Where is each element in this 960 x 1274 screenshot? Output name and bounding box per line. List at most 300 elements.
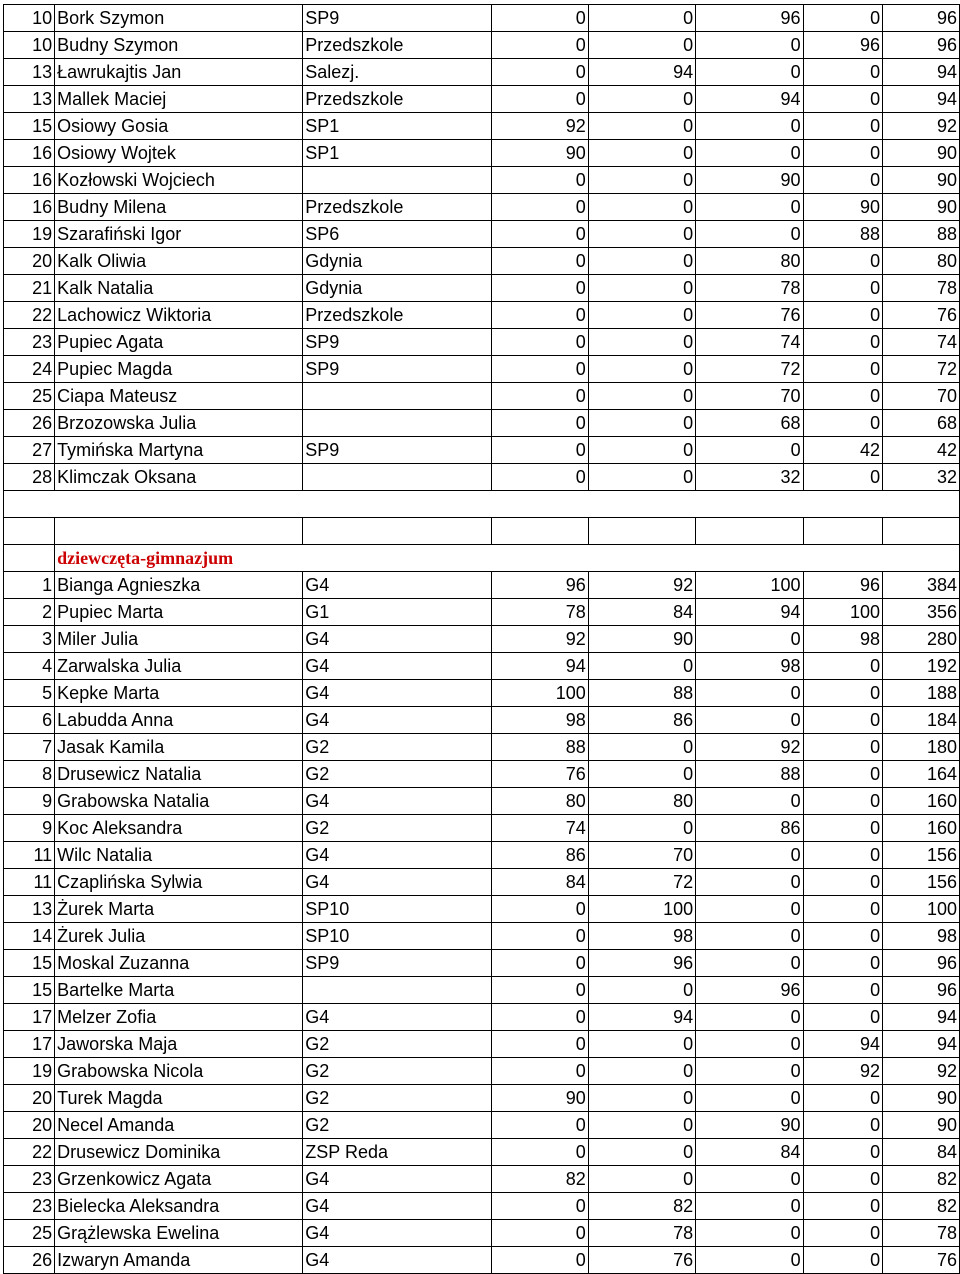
- round1-score-cell: 0: [491, 977, 588, 1004]
- table-row: [4, 707, 960, 734]
- round3-score-cell: 0: [696, 1004, 803, 1031]
- rank-cell: 22: [4, 302, 55, 329]
- round3-score-cell: 68: [696, 410, 803, 437]
- round3-score-cell: 0: [696, 194, 803, 221]
- name-cell: Koc Aleksandra: [55, 815, 303, 842]
- rank-cell: 22: [4, 1139, 55, 1166]
- school-cell: [303, 167, 492, 194]
- round4-score-cell: 90: [803, 194, 883, 221]
- table-row: [4, 680, 960, 707]
- rank-cell: 16: [4, 140, 55, 167]
- round1-score-cell: 0: [491, 194, 588, 221]
- rank-cell: 6: [4, 707, 55, 734]
- round4-score-cell: 0: [803, 167, 883, 194]
- rank-cell: 10: [4, 32, 55, 59]
- round3-score-cell: 74: [696, 329, 803, 356]
- round1-score-cell: 90: [491, 1085, 588, 1112]
- school-cell: G4: [303, 707, 492, 734]
- rank-cell: 11: [4, 869, 55, 896]
- round2-score-cell: 0: [588, 113, 695, 140]
- total-score-cell: 96: [883, 5, 960, 32]
- name-cell: Grabowska Nicola: [55, 1058, 303, 1085]
- table-row: [4, 437, 960, 464]
- round4-score-cell: 0: [803, 842, 883, 869]
- round4-score-cell: 0: [803, 1139, 883, 1166]
- total-score-cell: 74: [883, 329, 960, 356]
- name-cell: Żurek Julia: [55, 923, 303, 950]
- round2-score-cell: 94: [588, 59, 695, 86]
- table-row: [4, 788, 960, 815]
- round3-score-cell: 70: [696, 383, 803, 410]
- round3-score-cell: 94: [696, 599, 803, 626]
- total-score-cell: 280: [883, 626, 960, 653]
- rank-cell: 5: [4, 680, 55, 707]
- round4-score-cell: 0: [803, 1247, 883, 1274]
- spacer-section: [4, 491, 960, 572]
- round2-score-cell: 0: [588, 1058, 695, 1085]
- name-cell: Pupiec Marta: [55, 599, 303, 626]
- total-score-cell: 42: [883, 437, 960, 464]
- total-score-cell: 32: [883, 464, 960, 491]
- school-cell: SP9: [303, 5, 492, 32]
- total-score-cell: 70: [883, 383, 960, 410]
- school-cell: G4: [303, 1247, 492, 1274]
- round3-score-cell: 0: [696, 788, 803, 815]
- round2-score-cell: 0: [588, 815, 695, 842]
- table-row: [4, 761, 960, 788]
- rank-cell: 3: [4, 626, 55, 653]
- rank-cell: 10: [4, 5, 55, 32]
- school-cell: SP6: [303, 221, 492, 248]
- round4-score-cell: 0: [803, 707, 883, 734]
- round2-score-cell: 0: [588, 653, 695, 680]
- round2-score-cell: 0: [588, 356, 695, 383]
- table-row: [4, 626, 960, 653]
- round4-score-cell: 96: [803, 32, 883, 59]
- round2-score-cell: 0: [588, 329, 695, 356]
- round4-score-cell: 0: [803, 869, 883, 896]
- round1-score-cell: 0: [491, 383, 588, 410]
- round2-score-cell: 0: [588, 32, 695, 59]
- round3-score-cell: 0: [696, 842, 803, 869]
- school-cell: Przedszkole: [303, 194, 492, 221]
- table-row: [4, 302, 960, 329]
- table-row: [4, 383, 960, 410]
- round2-score-cell: 0: [588, 275, 695, 302]
- round3-score-cell: 0: [696, 896, 803, 923]
- total-score-cell: 356: [883, 599, 960, 626]
- rank-cell: 13: [4, 896, 55, 923]
- school-cell: G4: [303, 1004, 492, 1031]
- round1-score-cell: 0: [491, 1031, 588, 1058]
- round2-score-cell: 98: [588, 923, 695, 950]
- rank-cell: 21: [4, 275, 55, 302]
- round3-score-cell: 0: [696, 1058, 803, 1085]
- round1-score-cell: 0: [491, 5, 588, 32]
- name-cell: Grabowska Natalia: [55, 788, 303, 815]
- round1-score-cell: 0: [491, 1193, 588, 1220]
- round3-score-cell: 92: [696, 734, 803, 761]
- table-row: [4, 1112, 960, 1139]
- round1-score-cell: 0: [491, 410, 588, 437]
- round2-score-cell: 0: [588, 977, 695, 1004]
- table-row: [4, 86, 960, 113]
- round1-score-cell: 0: [491, 1004, 588, 1031]
- round4-score-cell: 96: [803, 572, 883, 599]
- school-cell: Gdynia: [303, 275, 492, 302]
- rank-cell: 13: [4, 59, 55, 86]
- rank-cell: 9: [4, 815, 55, 842]
- round2-score-cell: 88: [588, 680, 695, 707]
- round1-score-cell: 86: [491, 842, 588, 869]
- rank-cell: 23: [4, 1166, 55, 1193]
- total-score-cell: 78: [883, 275, 960, 302]
- round3-score-cell: 0: [696, 113, 803, 140]
- school-cell: [303, 410, 492, 437]
- round2-score-cell: 86: [588, 707, 695, 734]
- total-score-cell: 92: [883, 113, 960, 140]
- round1-score-cell: 76: [491, 761, 588, 788]
- round1-score-cell: 0: [491, 302, 588, 329]
- name-cell: Zarwalska Julia: [55, 653, 303, 680]
- school-cell: G4: [303, 1220, 492, 1247]
- name-cell: Grążlewska Ewelina: [55, 1220, 303, 1247]
- rank-cell: 7: [4, 734, 55, 761]
- round1-score-cell: 80: [491, 788, 588, 815]
- school-cell: SP9: [303, 950, 492, 977]
- total-score-cell: 72: [883, 356, 960, 383]
- rank-cell: 9: [4, 788, 55, 815]
- round4-score-cell: 0: [803, 356, 883, 383]
- round3-score-cell: 0: [696, 437, 803, 464]
- name-cell: Drusewicz Natalia: [55, 761, 303, 788]
- school-cell: Przedszkole: [303, 32, 492, 59]
- round2-score-cell: 92: [588, 572, 695, 599]
- results-table: [3, 4, 960, 1274]
- round3-score-cell: 98: [696, 653, 803, 680]
- total-score-cell: 100: [883, 896, 960, 923]
- table-row: [4, 194, 960, 221]
- total-score-cell: 188: [883, 680, 960, 707]
- total-score-cell: 68: [883, 410, 960, 437]
- name-cell: Ciapa Mateusz: [55, 383, 303, 410]
- round3-score-cell: 0: [696, 1031, 803, 1058]
- name-cell: Brzozowska Julia: [55, 410, 303, 437]
- name-cell: Mallek Maciej: [55, 86, 303, 113]
- round4-score-cell: 100: [803, 599, 883, 626]
- school-cell: G4: [303, 653, 492, 680]
- table-row: [4, 950, 960, 977]
- table-row: [4, 1193, 960, 1220]
- round3-score-cell: 0: [696, 1085, 803, 1112]
- round3-score-cell: 0: [696, 923, 803, 950]
- table-row: [4, 140, 960, 167]
- round2-score-cell: 0: [588, 437, 695, 464]
- rank-cell: 19: [4, 1058, 55, 1085]
- name-cell: Ławrukajtis Jan: [55, 59, 303, 86]
- round2-score-cell: 0: [588, 1031, 695, 1058]
- round4-score-cell: 0: [803, 680, 883, 707]
- round4-score-cell: 0: [803, 896, 883, 923]
- total-score-cell: 164: [883, 761, 960, 788]
- school-cell: G4: [303, 1193, 492, 1220]
- name-cell: Budny Szymon: [55, 32, 303, 59]
- round1-score-cell: 78: [491, 599, 588, 626]
- round3-score-cell: 80: [696, 248, 803, 275]
- table-row: [4, 572, 960, 599]
- round2-score-cell: 72: [588, 869, 695, 896]
- round3-score-cell: 32: [696, 464, 803, 491]
- round3-score-cell: 0: [696, 140, 803, 167]
- round2-score-cell: 100: [588, 896, 695, 923]
- blank-row: [4, 491, 960, 518]
- total-score-cell: 76: [883, 302, 960, 329]
- school-cell: G4: [303, 1166, 492, 1193]
- total-score-cell: 90: [883, 1085, 960, 1112]
- round4-score-cell: 0: [803, 1166, 883, 1193]
- school-cell: G4: [303, 626, 492, 653]
- name-cell: Żurek Marta: [55, 896, 303, 923]
- round3-score-cell: 0: [696, 59, 803, 86]
- rank-cell: 25: [4, 1220, 55, 1247]
- round2-score-cell: 0: [588, 248, 695, 275]
- boys-section: [4, 5, 960, 491]
- table-row: [4, 599, 960, 626]
- round1-score-cell: 82: [491, 1166, 588, 1193]
- round1-score-cell: 100: [491, 680, 588, 707]
- round2-score-cell: 0: [588, 1085, 695, 1112]
- round2-score-cell: 76: [588, 1247, 695, 1274]
- rank-cell: 23: [4, 1193, 55, 1220]
- round4-score-cell: 0: [803, 383, 883, 410]
- name-cell: Szarafiński Igor: [55, 221, 303, 248]
- rank-cell: 8: [4, 761, 55, 788]
- table-row: [4, 1247, 960, 1274]
- school-cell: G4: [303, 680, 492, 707]
- section-header-row: [4, 545, 960, 572]
- name-cell: Moskal Zuzanna: [55, 950, 303, 977]
- rank-cell: 1: [4, 572, 55, 599]
- total-score-cell: 94: [883, 59, 960, 86]
- school-cell: G2: [303, 815, 492, 842]
- total-score-cell: 90: [883, 140, 960, 167]
- school-cell: SP9: [303, 437, 492, 464]
- school-cell: G2: [303, 1085, 492, 1112]
- round4-score-cell: 0: [803, 1220, 883, 1247]
- round1-score-cell: 0: [491, 221, 588, 248]
- table-row: [4, 1166, 960, 1193]
- round2-score-cell: 96: [588, 950, 695, 977]
- table-row: [4, 329, 960, 356]
- name-cell: Tymińska Martyna: [55, 437, 303, 464]
- round1-score-cell: 0: [491, 923, 588, 950]
- table-row: [4, 734, 960, 761]
- round2-score-cell: 0: [588, 221, 695, 248]
- table-row: [4, 221, 960, 248]
- name-cell: Pupiec Agata: [55, 329, 303, 356]
- round4-score-cell: 0: [803, 1193, 883, 1220]
- total-score-cell: 160: [883, 788, 960, 815]
- rank-cell: 16: [4, 167, 55, 194]
- round1-score-cell: 0: [491, 59, 588, 86]
- name-cell: Bielecka Aleksandra: [55, 1193, 303, 1220]
- round4-score-cell: 0: [803, 275, 883, 302]
- total-score-cell: 98: [883, 923, 960, 950]
- round1-score-cell: 92: [491, 113, 588, 140]
- name-cell: Drusewicz Dominika: [55, 1139, 303, 1166]
- table-row: [4, 1220, 960, 1247]
- round2-score-cell: 0: [588, 410, 695, 437]
- round4-score-cell: 0: [803, 410, 883, 437]
- round1-score-cell: 74: [491, 815, 588, 842]
- round4-score-cell: 0: [803, 1112, 883, 1139]
- round1-score-cell: 0: [491, 950, 588, 977]
- school-cell: SP10: [303, 923, 492, 950]
- name-cell: Czaplińska Sylwia: [55, 869, 303, 896]
- total-score-cell: 96: [883, 977, 960, 1004]
- table-row: [4, 842, 960, 869]
- round2-score-cell: 0: [588, 302, 695, 329]
- name-cell: Miler Julia: [55, 626, 303, 653]
- school-cell: G2: [303, 761, 492, 788]
- rank-cell: 17: [4, 1031, 55, 1058]
- total-score-cell: 78: [883, 1220, 960, 1247]
- table-row: [4, 1139, 960, 1166]
- name-cell: Kepke Marta: [55, 680, 303, 707]
- rank-cell: 2: [4, 599, 55, 626]
- rank-cell: 19: [4, 221, 55, 248]
- round1-score-cell: 0: [491, 32, 588, 59]
- school-cell: G4: [303, 788, 492, 815]
- round2-score-cell: 0: [588, 383, 695, 410]
- round2-score-cell: 0: [588, 1166, 695, 1193]
- name-cell: Turek Magda: [55, 1085, 303, 1112]
- round1-score-cell: 0: [491, 896, 588, 923]
- round3-score-cell: 0: [696, 707, 803, 734]
- round2-score-cell: 0: [588, 1139, 695, 1166]
- round2-score-cell: 90: [588, 626, 695, 653]
- round2-score-cell: 0: [588, 194, 695, 221]
- round4-score-cell: 0: [803, 977, 883, 1004]
- round1-score-cell: 84: [491, 869, 588, 896]
- round2-score-cell: 0: [588, 86, 695, 113]
- name-cell: Osiowy Wojtek: [55, 140, 303, 167]
- table-row: [4, 869, 960, 896]
- round3-score-cell: 0: [696, 950, 803, 977]
- round2-score-cell: 94: [588, 1004, 695, 1031]
- round3-score-cell: 0: [696, 1193, 803, 1220]
- round1-score-cell: 92: [491, 626, 588, 653]
- girls-section: [4, 572, 960, 1274]
- round1-score-cell: 98: [491, 707, 588, 734]
- total-score-cell: 384: [883, 572, 960, 599]
- round3-score-cell: 76: [696, 302, 803, 329]
- name-cell: Budny Milena: [55, 194, 303, 221]
- round4-score-cell: 0: [803, 140, 883, 167]
- round3-score-cell: 90: [696, 1112, 803, 1139]
- round3-score-cell: 0: [696, 626, 803, 653]
- table-row: [4, 356, 960, 383]
- name-cell: Lachowicz Wiktoria: [55, 302, 303, 329]
- table-row: [4, 167, 960, 194]
- school-cell: G2: [303, 1031, 492, 1058]
- round2-score-cell: 0: [588, 761, 695, 788]
- rank-cell: 15: [4, 113, 55, 140]
- name-cell: Grzenkowicz Agata: [55, 1166, 303, 1193]
- round3-score-cell: 96: [696, 977, 803, 1004]
- rank-cell: 11: [4, 842, 55, 869]
- total-score-cell: 94: [883, 1004, 960, 1031]
- round3-score-cell: 94: [696, 86, 803, 113]
- round1-score-cell: 0: [491, 1112, 588, 1139]
- school-cell: G4: [303, 572, 492, 599]
- round4-score-cell: 88: [803, 221, 883, 248]
- name-cell: Necel Amanda: [55, 1112, 303, 1139]
- round1-score-cell: 0: [491, 86, 588, 113]
- rank-cell: 16: [4, 194, 55, 221]
- round1-score-cell: 0: [491, 356, 588, 383]
- total-score-cell: 94: [883, 1031, 960, 1058]
- round3-score-cell: 0: [696, 32, 803, 59]
- total-score-cell: 192: [883, 653, 960, 680]
- round4-score-cell: 0: [803, 86, 883, 113]
- rank-cell: 13: [4, 86, 55, 113]
- total-score-cell: 156: [883, 842, 960, 869]
- school-cell: Salezj.: [303, 59, 492, 86]
- table-row: [4, 1004, 960, 1031]
- blank-row: [4, 518, 960, 545]
- round1-score-cell: 96: [491, 572, 588, 599]
- round3-score-cell: 86: [696, 815, 803, 842]
- round3-score-cell: 84: [696, 1139, 803, 1166]
- table-row: [4, 923, 960, 950]
- round4-score-cell: 0: [803, 815, 883, 842]
- total-score-cell: 90: [883, 1112, 960, 1139]
- rank-cell: 14: [4, 923, 55, 950]
- round1-score-cell: 0: [491, 167, 588, 194]
- name-cell: Jasak Kamila: [55, 734, 303, 761]
- round4-score-cell: 92: [803, 1058, 883, 1085]
- table-row: [4, 1058, 960, 1085]
- round3-score-cell: 96: [696, 5, 803, 32]
- round1-score-cell: 0: [491, 1058, 588, 1085]
- round1-score-cell: 0: [491, 1220, 588, 1247]
- round3-score-cell: 90: [696, 167, 803, 194]
- round2-score-cell: 82: [588, 1193, 695, 1220]
- school-cell: G4: [303, 869, 492, 896]
- round4-score-cell: 42: [803, 437, 883, 464]
- round3-score-cell: 72: [696, 356, 803, 383]
- table-row: [4, 5, 960, 32]
- round3-score-cell: 100: [696, 572, 803, 599]
- round4-score-cell: 0: [803, 464, 883, 491]
- round4-score-cell: 94: [803, 1031, 883, 1058]
- rank-cell: 26: [4, 1247, 55, 1274]
- round1-score-cell: 0: [491, 437, 588, 464]
- school-cell: Przedszkole: [303, 86, 492, 113]
- name-cell: Kalk Natalia: [55, 275, 303, 302]
- school-cell: [303, 464, 492, 491]
- rank-cell: 26: [4, 410, 55, 437]
- round2-score-cell: 70: [588, 842, 695, 869]
- name-cell: Bianga Agnieszka: [55, 572, 303, 599]
- school-cell: SP1: [303, 113, 492, 140]
- total-score-cell: 90: [883, 167, 960, 194]
- table-row: [4, 59, 960, 86]
- table-row: [4, 653, 960, 680]
- round4-score-cell: 0: [803, 761, 883, 788]
- total-score-cell: 92: [883, 1058, 960, 1085]
